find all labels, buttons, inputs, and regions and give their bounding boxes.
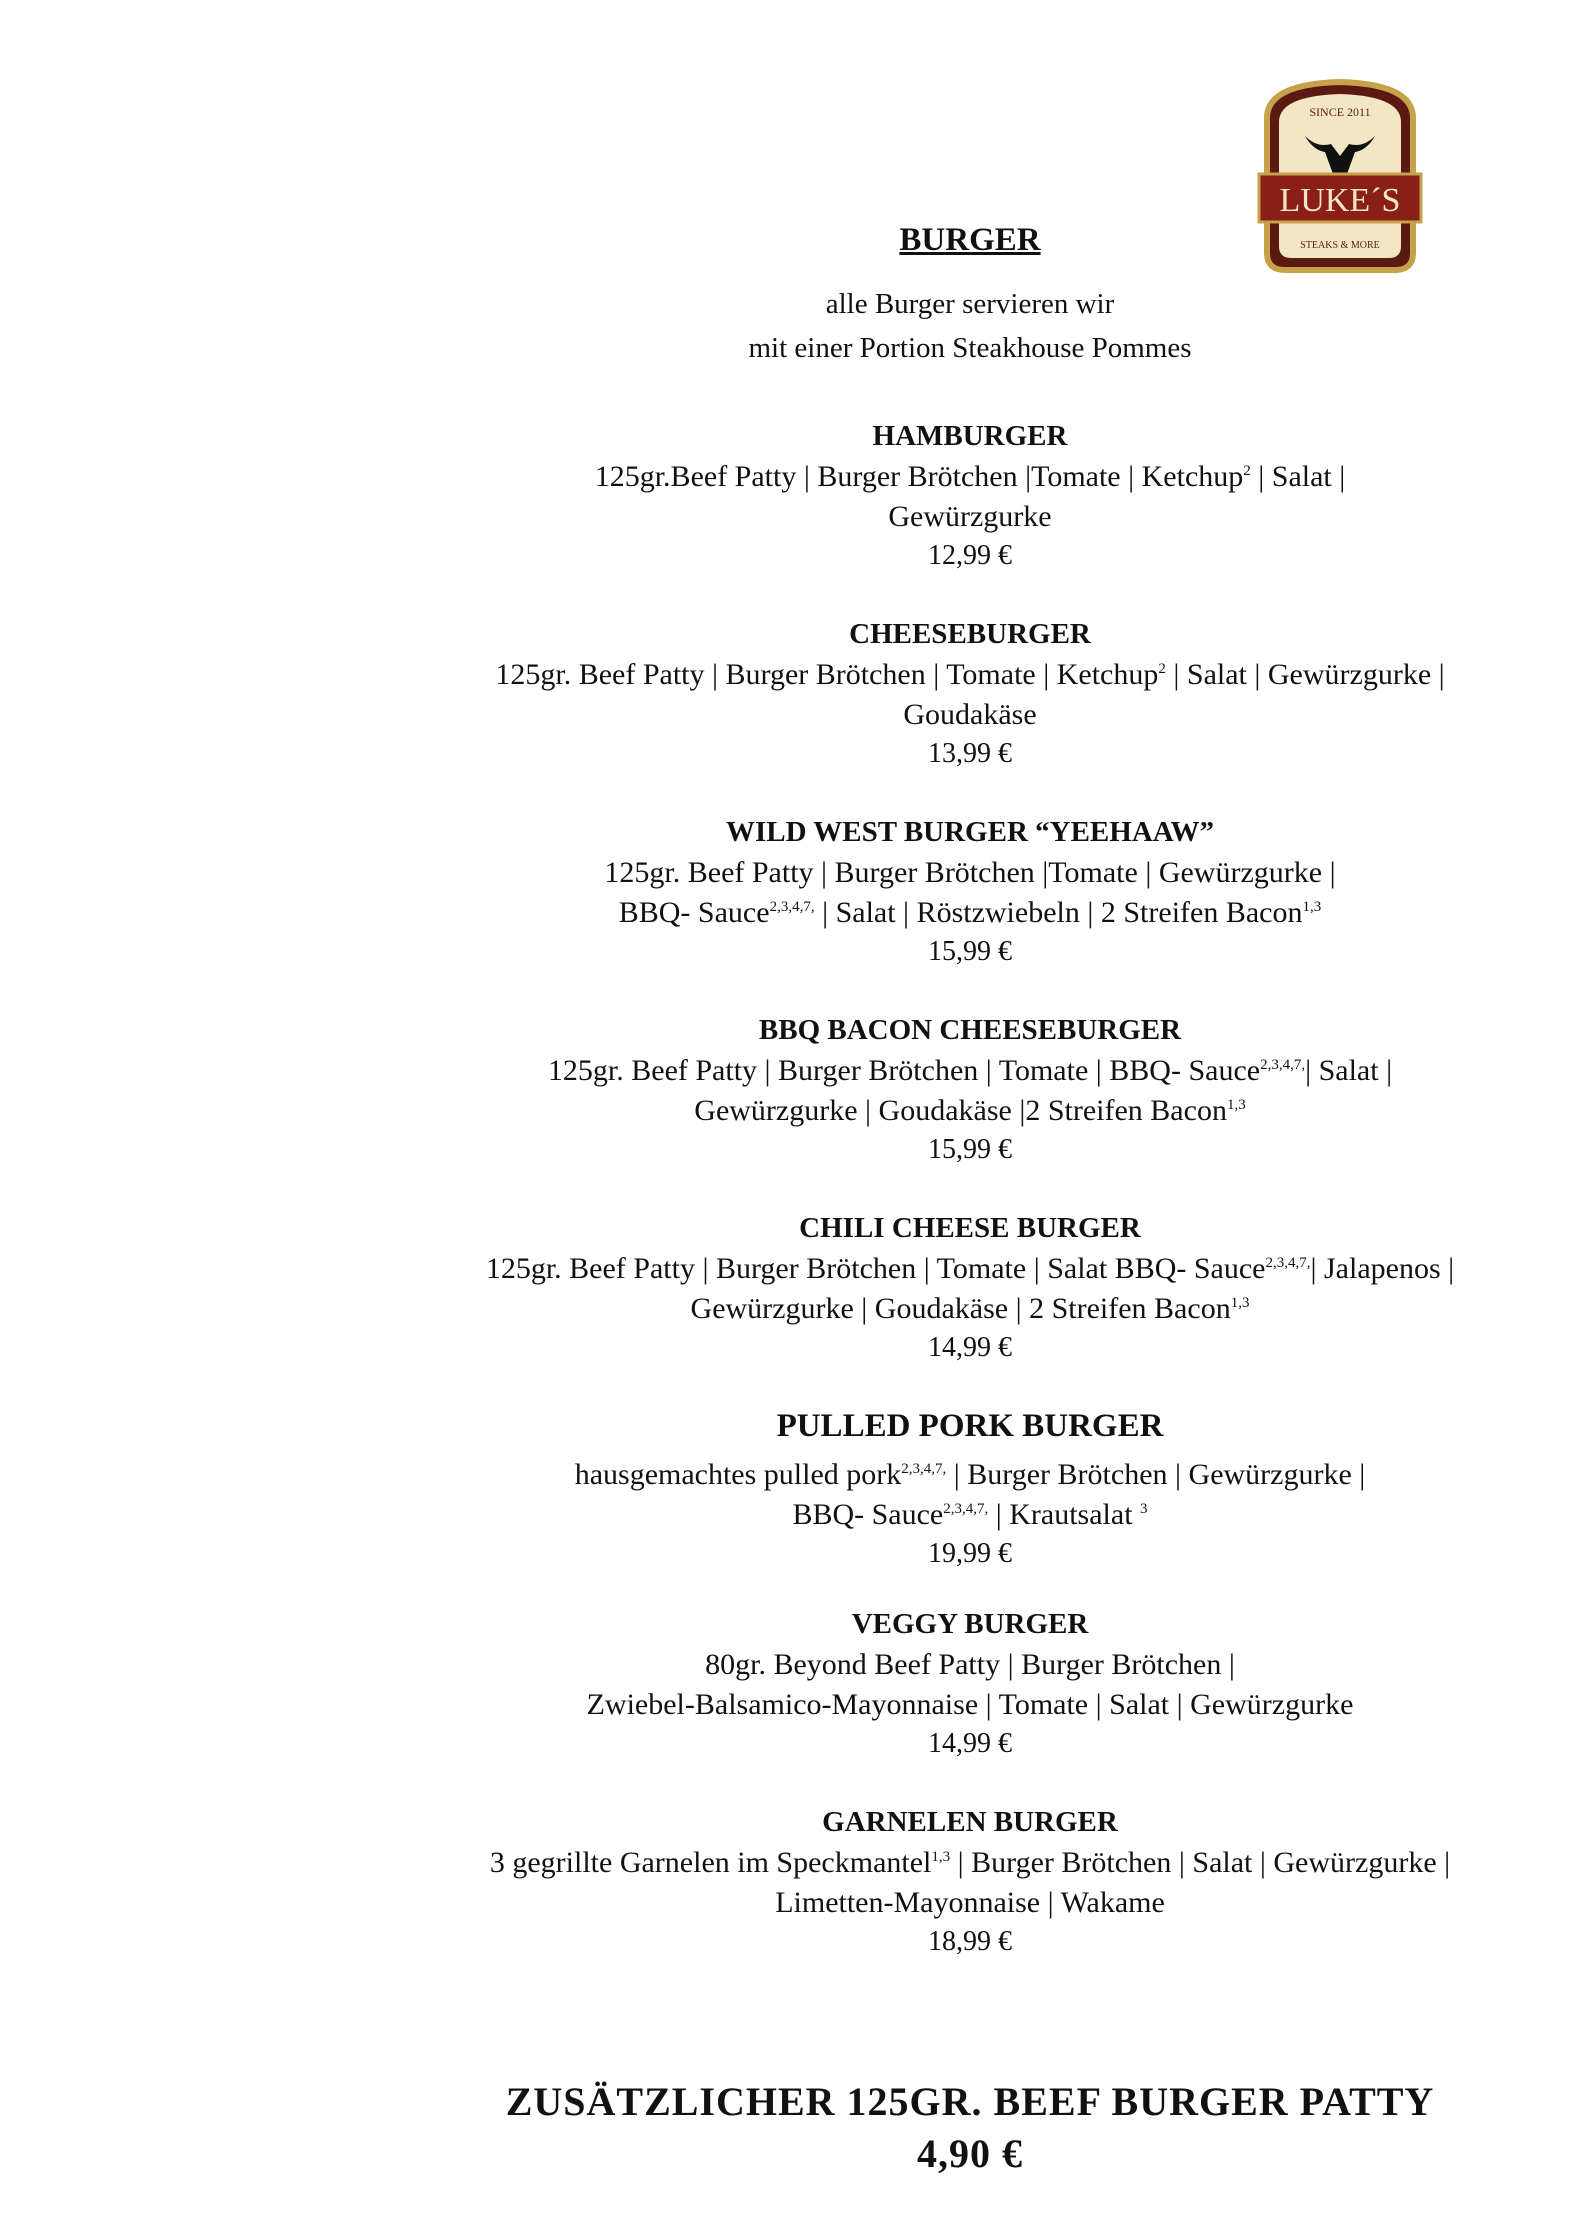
item-name: BBQ BACON CHEESEBURGER <box>758 1014 1182 1046</box>
item-description: Gewürzgurke | Goudakäse | 2 Streifen Bacon$^{1,3}$ <box>690 1292 1250 1325</box>
intro-line-1: alle Burger servieren wir <box>825 288 1115 320</box>
item-description: 125gr. Beef Patty | Burger Brötchen | Tomate | Salat BBQ- Sauce$^{2,3,4,7,}$| Jalapenos | <box>485 1252 1455 1285</box>
extra-patty-price: 4,90 € <box>917 2131 1023 2176</box>
allergen-footnote: 1,3 <box>931 1849 951 1865</box>
item-name: CHILI CHEESE BURGER <box>799 1212 1141 1244</box>
item-name: GARNELEN BURGER <box>822 1806 1118 1838</box>
allergen-footnote: 1,3 <box>1302 899 1322 915</box>
allergen-footnote: 2,3,4,7, <box>1260 1057 1306 1073</box>
item-description: 125gr.Beef Patty | Burger Brötchen |Tomate | Ketchup$^2$ | Salat | <box>594 460 1346 493</box>
item-description: 125gr. Beef Patty | Burger Brötchen | Tomate | Ketchup$^2$ | Salat | Gewürzgurke | <box>495 658 1445 691</box>
item-description: hausgemachtes pulled pork$^{2,3,4,7,}$ | Burger Brötchen | Gewürzgurke | <box>574 1458 1366 1491</box>
allergen-footnote: 1,3 <box>1226 1097 1246 1113</box>
logo-name-text: LUKE´S <box>1279 182 1401 219</box>
allergen-footnote: 2,3,4,7, <box>901 1461 947 1477</box>
item-description: Limetten-Mayonnaise | Wakame <box>775 1886 1165 1919</box>
logo-since-text: SINCE 2011 <box>1309 105 1371 119</box>
allergen-footnote: 2,3,4,7, <box>1265 1255 1311 1271</box>
item-description: 125gr. Beef Patty | Burger Brötchen | Tomate | BBQ- Sauce$^{2,3,4,7,}$| Salat | <box>547 1054 1393 1087</box>
allergen-footnote: 2,3,4,7, <box>769 899 815 915</box>
allergen-footnote: 2 <box>1243 463 1251 479</box>
extra-patty-label: ZUSÄTZLICHER 125GR. BEEF BURGER PATTY <box>505 2079 1435 2124</box>
allergen-footnote: 2 <box>1158 661 1166 677</box>
item-name: PULLED PORK BURGER <box>776 1408 1164 1444</box>
item-price: 18,99 € <box>928 1926 1012 1957</box>
item-price: 14,99 € <box>928 1332 1012 1363</box>
allergen-footnote: 3 <box>1140 1501 1148 1517</box>
menu-title: BURGER <box>899 222 1041 258</box>
item-price: 15,99 € <box>928 1134 1012 1165</box>
item-price: 12,99 € <box>928 540 1012 571</box>
item-description: Gewürzgurke <box>888 500 1052 533</box>
item-description: Goudakäse <box>903 698 1037 731</box>
item-description: 3 gegrillte Garnelen im Speckmantel$^{1,3}$ | Burger Brötchen | Salat | Gewürzgurke | <box>489 1846 1451 1879</box>
item-name: VEGGY BURGER <box>851 1608 1089 1640</box>
item-price: 19,99 € <box>928 1538 1012 1569</box>
item-name: CHEESEBURGER <box>849 618 1091 650</box>
item-price: 15,99 € <box>928 936 1012 967</box>
item-description: BBQ- Sauce$^{2,3,4,7,}$ | Krautsalat $^3$ <box>792 1498 1148 1531</box>
item-price: 14,99 € <box>928 1728 1012 1759</box>
intro-line-2: mit einer Portion Steakhouse Pommes <box>748 332 1192 364</box>
item-description: 125gr. Beef Patty | Burger Brötchen |Tomate | Gewürzgurke | <box>604 856 1336 889</box>
item-name: WILD WEST BURGER “YEEHAAW” <box>725 816 1214 848</box>
item-description: Gewürzgurke | Goudakäse |2 Streifen Bacon$^{1,3}$ <box>694 1094 1246 1127</box>
allergen-footnote: 2,3,4,7, <box>943 1501 989 1517</box>
item-name: HAMBURGER <box>872 420 1068 452</box>
allergen-footnote: 1,3 <box>1230 1295 1250 1311</box>
item-description: Zwiebel-Balsamico-Mayonnaise | Tomate | Salat | Gewürzgurke <box>586 1688 1354 1721</box>
logo-tagline-text: STEAKS & MORE <box>1300 240 1380 251</box>
item-price: 13,99 € <box>928 738 1012 769</box>
item-description: 80gr. Beyond Beef Patty | Burger Brötchen | <box>705 1648 1235 1681</box>
item-description: BBQ- Sauce$^{2,3,4,7,}$ | Salat | Röstzwiebeln | 2 Streifen Bacon$^{1,3}$ <box>618 896 1322 929</box>
